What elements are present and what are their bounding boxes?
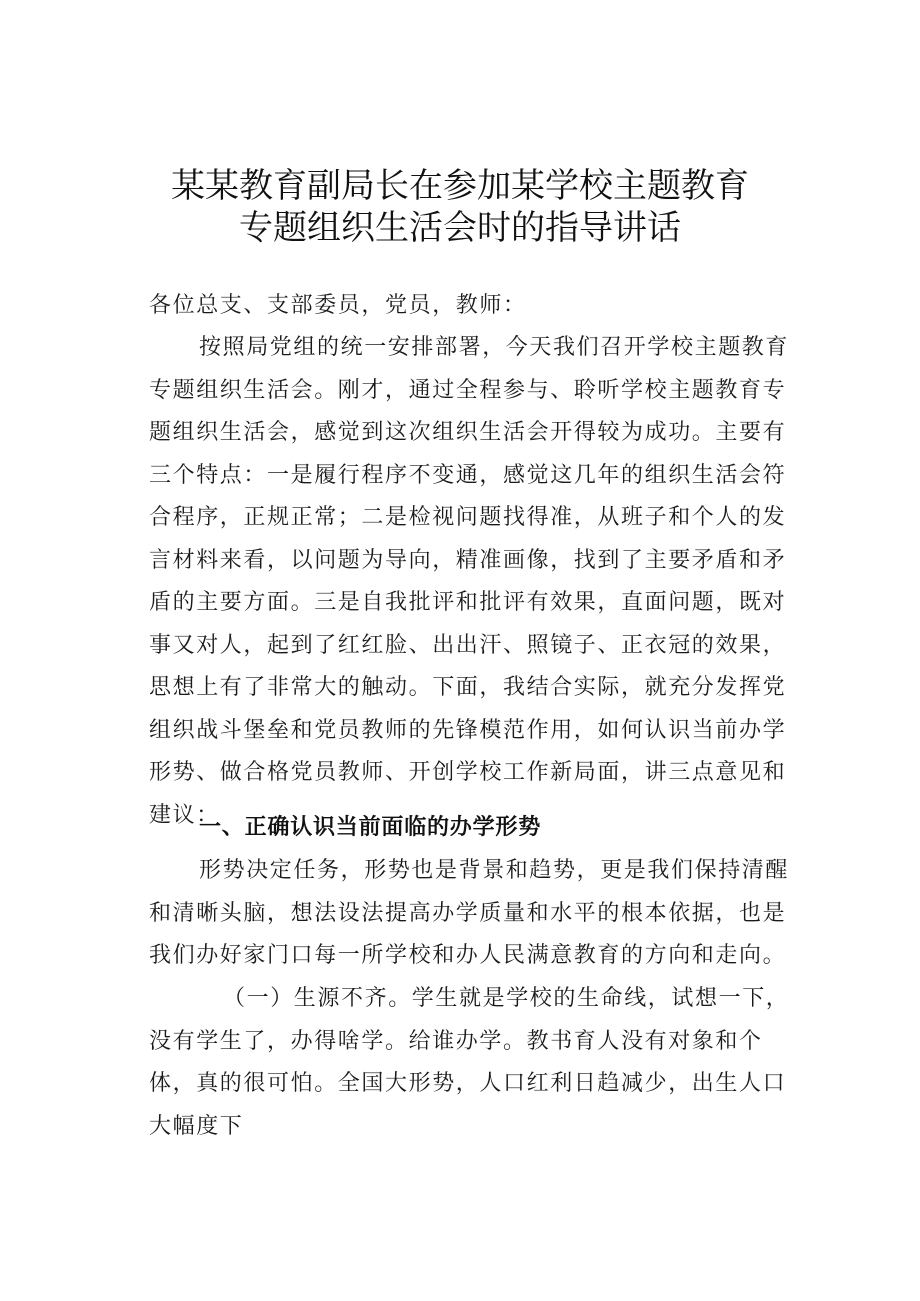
document-title-line-2: 专题组织生活会时的指导讲话 — [239, 208, 681, 248]
paragraph-situation: 形势决定任务，形势也是背景和趋势，更是我们保持清醒和清晰头脑，想法设法提高办学质量和水平的根本依据，也是我们办好家门口每一所学校和办人民满意教育的方向和走向。 — [149, 858, 790, 968]
salutation: 各位总支、支部委员，党员，教师： — [149, 293, 527, 318]
document-title-line-1: 某某教育副局长在参加某学校主题教育 — [171, 166, 749, 206]
paragraph-student-source: （一）生源不齐。学生就是学校的生命线，试想一下，没有学生了，办得啥学。给谁办学。教书育人没有对象和个体，真的很可怕。全国大形势，人口红利日趋减少，出生人口大幅度下 — [149, 986, 790, 1139]
section-heading-1: 一、正确认识当前面临的办学形势 — [199, 815, 542, 840]
paragraph-intro: 按照局党组的统一安排部署，今天我们召开学校主题教育专题组织生活会。刚才，通过全程参与、聆听学校主题教育专题组织生活会，感觉到这次组织生活会开得较为成功。主要有三个特点：一是履行程序不变通，感觉这几年的组织生活会符合程序，正规正常；二是检视问题找得准，从班子和个人的发言材料来看，以问题为导向，精准画像，找到了主要矛盾和矛盾的主要方面。三是自我批评和批评有效果，直面问题，既对事又对人，起到了红红脸、出出汗、照镜子、正衣冠的效果，思想上有了非常大的触动。下面，我结合实际，就充分发挥党组织战斗堡垒和党员教师的先锋模范作用，如何认识当前办学形势、做合格党员教师、开创学校工作新局面，讲三点意见和建议： — [149, 335, 790, 828]
